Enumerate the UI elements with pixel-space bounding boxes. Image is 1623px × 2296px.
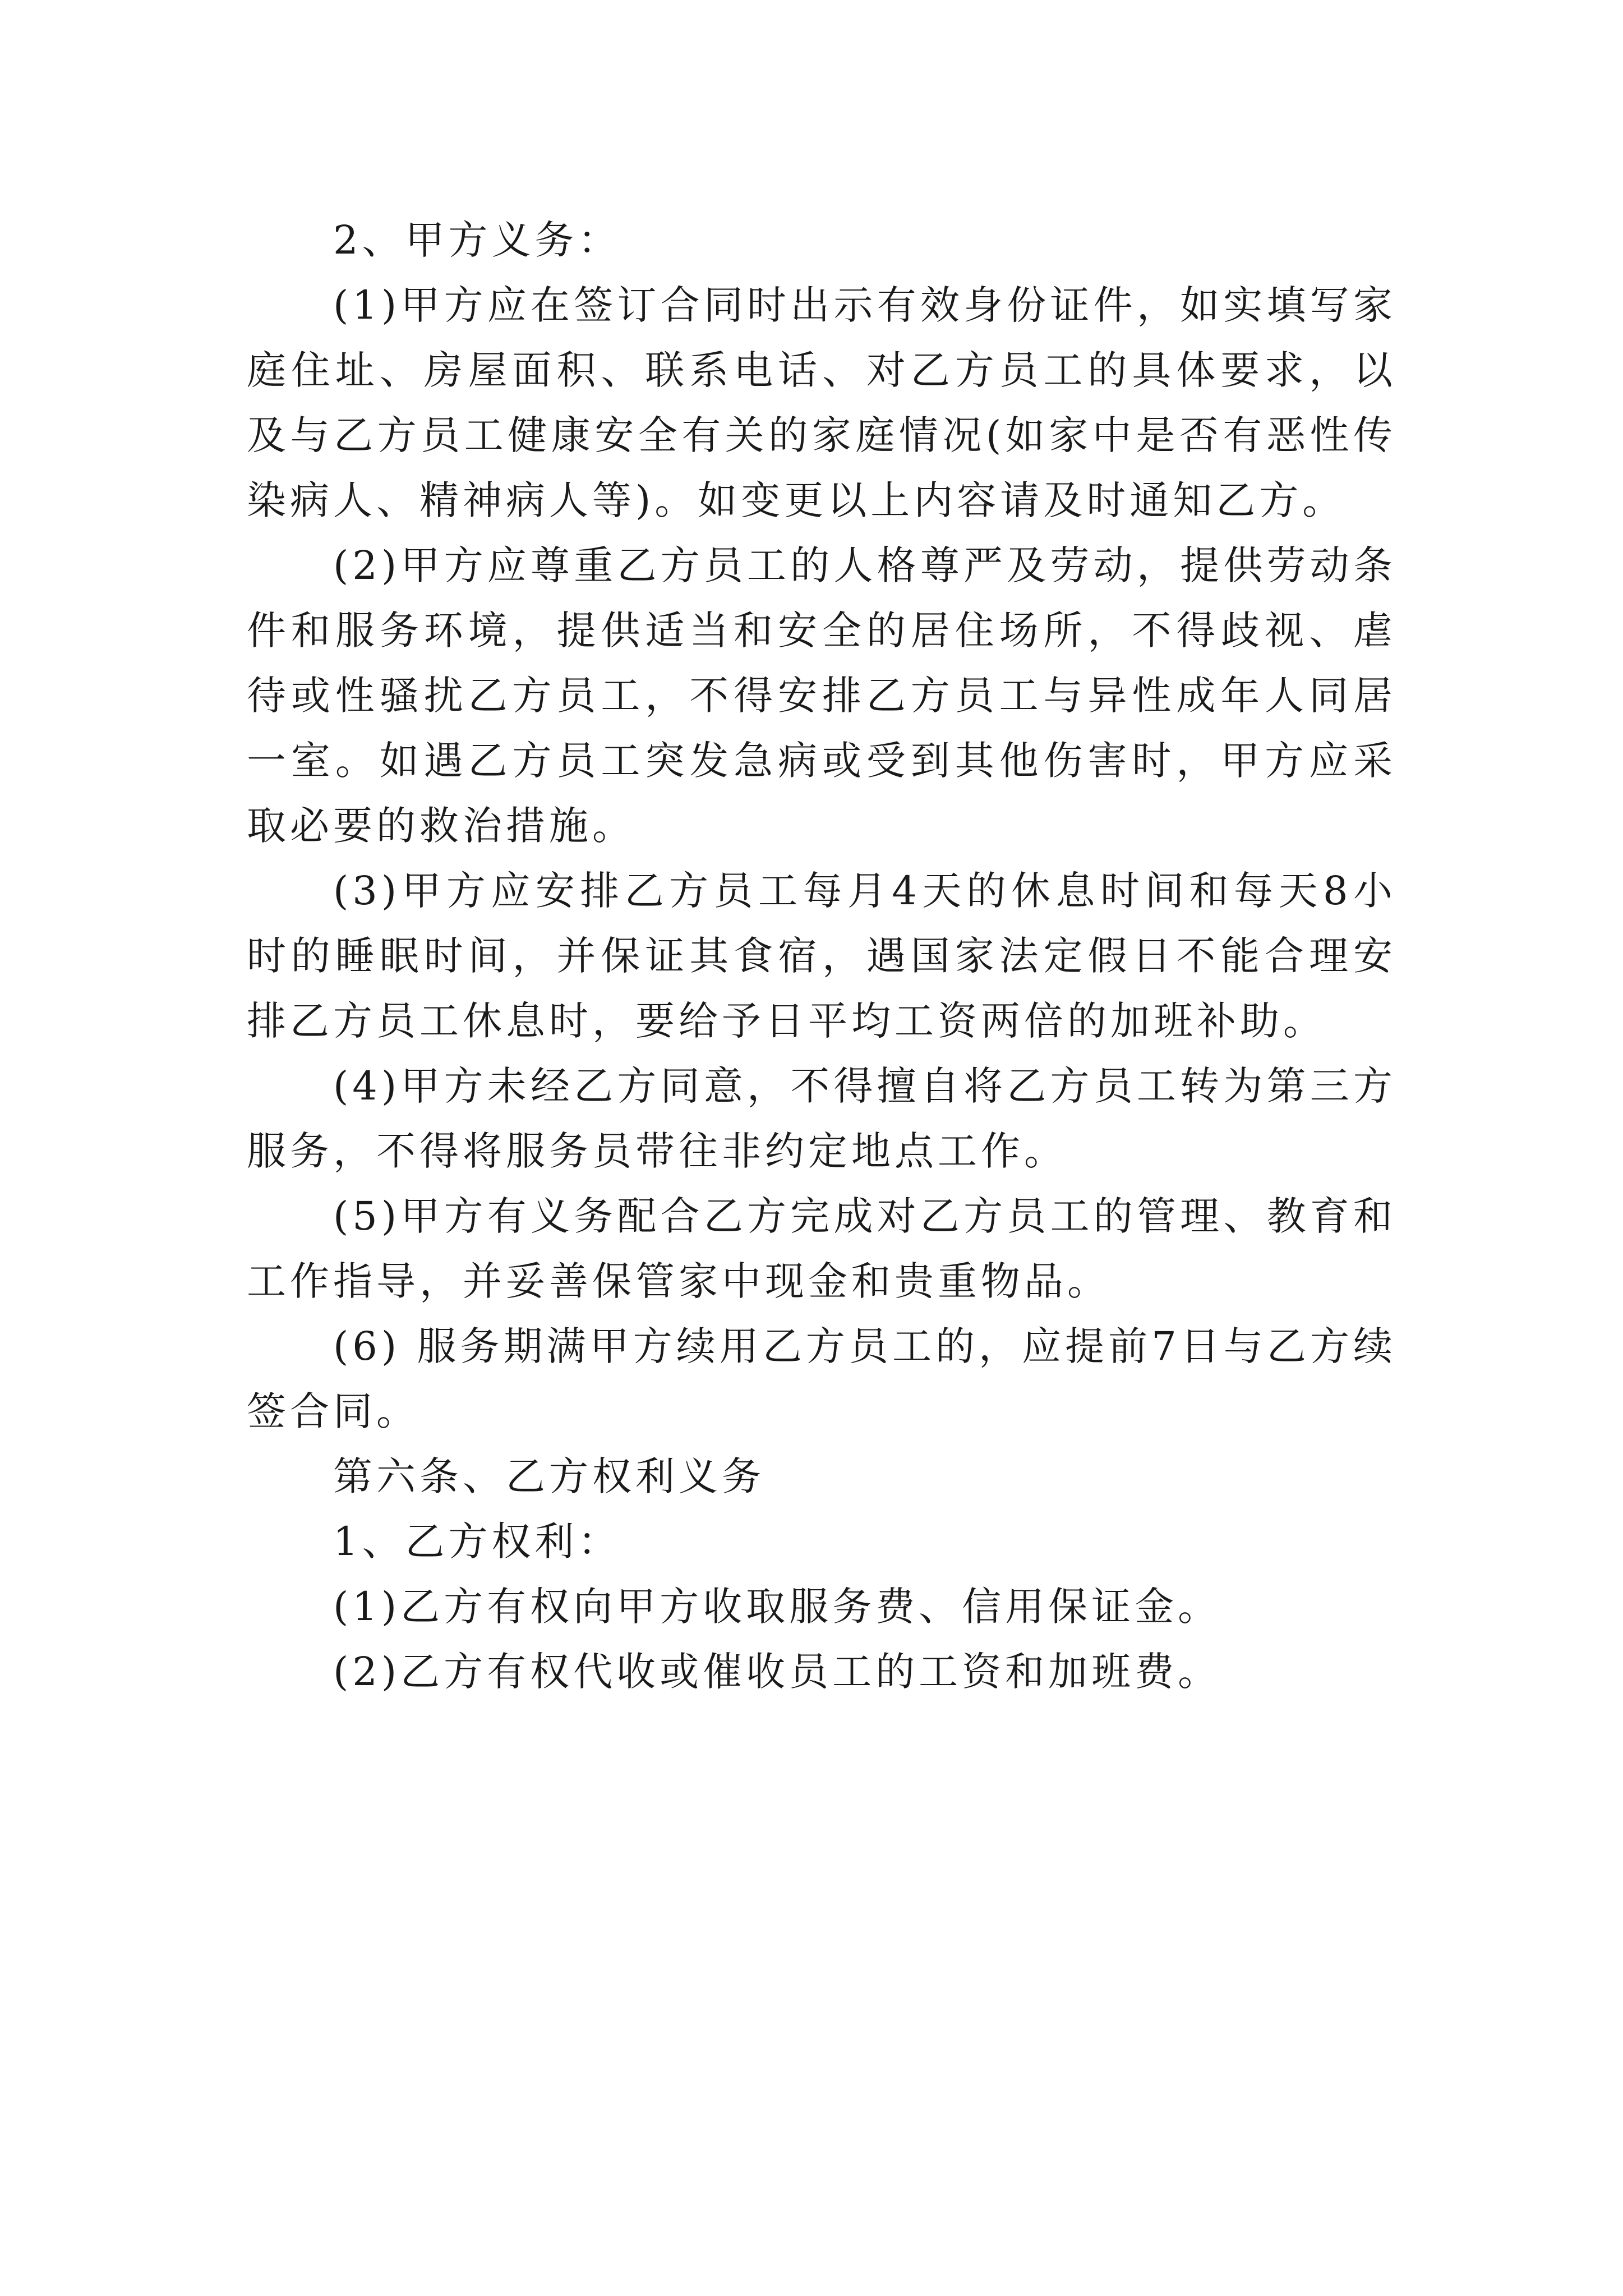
paragraph-party-a-obligation-6: (6) 服务期满甲方续用乙方员工的，应提前7日与乙方续签合同。: [247, 1323, 1396, 1434]
paragraph-party-b-right-1: (1)乙方有权向甲方收取服务费、信用保证金。: [333, 1584, 1221, 1630]
paragraph-party-a-obligation-5: (5)甲方有义务配合乙方完成对乙方员工的管理、教育和工作指导，并妥善保管家中现金和贵重物品。: [247, 1193, 1396, 1304]
paragraph-party-a-obligation-1: (1)甲方应在签订合同时出示有效身份证件，如实填写家庭住址、房屋面积、联系电话、对乙方员工的具体要求，以及与乙方员工健康安全有关的家庭情况(如家中是否有恶性传染病人、精神病人等)。如变更以上内容请及时通知乙方。: [247, 282, 1396, 523]
paragraph-party-a-obligations-heading: 2、甲方义务：: [333, 217, 621, 263]
paragraph-party-a-obligation-3: (3)甲方应安排乙方员工每月4天的休息时间和每天8小时的睡眠时间，并保证其食宿，遇国家法定假日不能合理安排乙方员工休息时，要给予日平均工资两倍的加班补助。: [247, 868, 1396, 1044]
paragraph-party-b-rights-heading: 1、乙方权利：: [333, 1519, 621, 1565]
paragraph-party-a-obligation-2: (2)甲方应尊重乙方员工的人格尊严及劳动，提供劳动条件和服务环境，提供适当和安全的居住场所，不得歧视、虐待或性骚扰乙方员工，不得安排乙方员工与异性成年人同居一室。如遇乙方员工突发急病或受到其他伤害时，甲方应采取必要的救治措施。: [247, 542, 1396, 849]
article-six-heading: 第六条、乙方权利义务: [333, 1453, 765, 1499]
paragraph-party-b-right-2: (2)乙方有权代收或催收员工的工资和加班费。: [333, 1649, 1221, 1695]
document-body: [247, 208, 1396, 1704]
paragraph-party-a-obligation-4: (4)甲方未经乙方同意，不得擅自将乙方员工转为第三方服务，不得将服务员带往非约定地点工作。: [247, 1063, 1396, 1174]
